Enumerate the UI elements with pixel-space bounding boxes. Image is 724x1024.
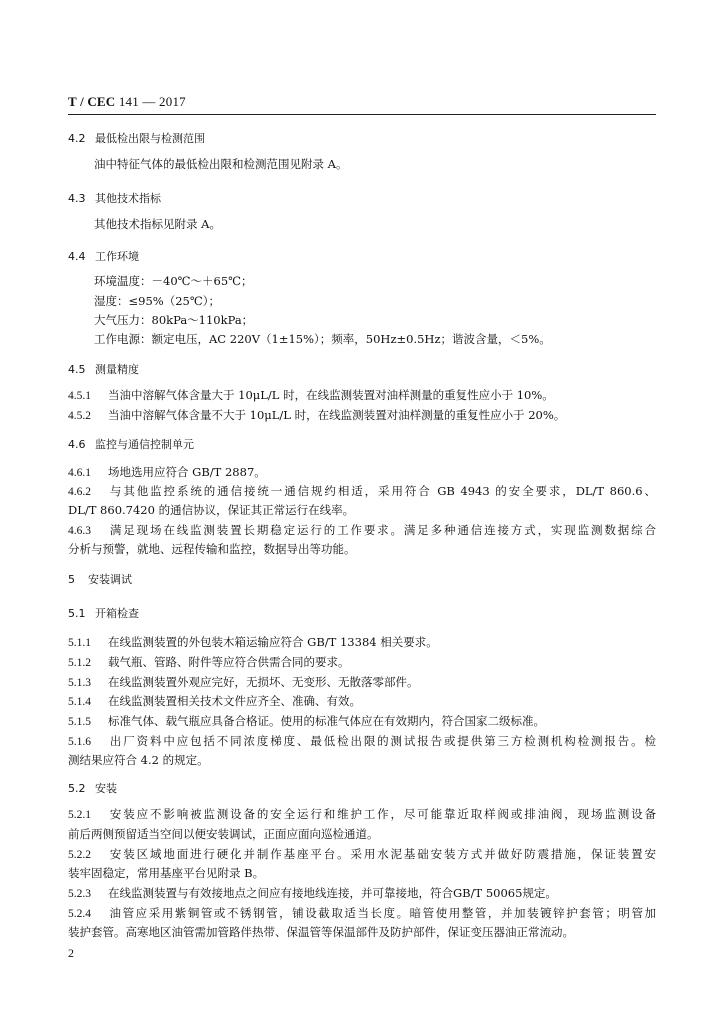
clause-5-2-4: 5.2.4 油管应采用紫铜管或不锈钢管，铺设截取适当长度。暗管使用整管，并加装镀锌护套管；明管加 (68, 906, 656, 920)
clause-5-2-2-cont: 装牢固稳定，常用基座平台见附录 B。 (68, 866, 265, 880)
clause-5-1-1: 5.1.1 在线监测装置的外包装木箱运输应符合 GB/T 13384 相关要求。 (68, 635, 438, 649)
section-heading-4-6: 4.6 监控与通信控制单元 (68, 438, 194, 451)
clause-5-2-4-cont: 装护套管。高寒地区油管需加管路伴热带、保温管等保温部件及防护部件，保证变压器油正常流动。 (68, 925, 574, 939)
section-heading-4-5: 4.5 测量精度 (68, 363, 139, 376)
section-heading-5-1: 5.1 开箱检查 (68, 607, 139, 620)
section-body-4-3: 其他技术指标见附录 A。 (94, 217, 221, 231)
header-rule (68, 114, 656, 115)
env-humidity: 湿度：≤95%（25℃）； (94, 294, 220, 308)
clause-5-2-2: 5.2.2 安装区域地面进行硬化并制作基座平台。采用水泥基础安装方式并做好防震措施，保证装置安 (68, 847, 656, 861)
page-number: 2 (68, 946, 74, 960)
env-temperature: 环境温度：－40℃～＋65℃； (94, 274, 253, 288)
clause-5-1-4: 5.1.4 在线监测装置相关技术文件应齐全、准确、有效。 (68, 694, 361, 708)
standard-number: 141 — 2017 (118, 94, 186, 109)
clause-5-1-2: 5.1.2 载气瓶、管路、附件等应符合供需合同的要求。 (68, 655, 350, 669)
section-heading-4-2: 4.2 最低检出限与检测范围 (68, 132, 205, 145)
clause-5-1-5: 5.1.5 标准气体、载气瓶应具备合格证。使用的标准气体应在有效期内，符合国家二级标准。 (68, 714, 545, 728)
clause-5-2-1-cont: 前后两侧预留适当空间以便安装调试，正面应面向巡检通道。 (68, 827, 379, 841)
clause-4-6-2: 4.6.2 与其他监控系统的通信接统一通信规约相适，采用符合 GB 4943 的安全要求，DL/T 860.6、 (68, 484, 656, 498)
env-power: 工作电源：额定电压，AC 220V（1±15%）；频率，50Hz±0.5Hz；谐波含量，＜5%。 (94, 332, 551, 346)
section-heading-4-4: 4.4 工作环境 (68, 250, 139, 263)
section-body-4-2: 油中特征气体的最低检出限和检测范围见附录 A。 (94, 157, 348, 171)
clause-4-6-3: 4.6.3 满足现场在线监测装置长期稳定运行的工作要求。满足多种通信连接方式，实现监测数据综合 (68, 523, 656, 537)
standard-code: T / CEC (68, 94, 116, 109)
section-heading-5-2: 5.2 安装 (68, 782, 117, 795)
clause-4-5-2: 4.5.2 当油中溶解气体含量不大于 10μL/L 时，在线监测装置对油样测量的重复性应小于 20%。 (68, 408, 566, 422)
clause-5-1-6: 5.1.6 出厂资料中应包括不同浓度梯度、最低检出限的测试报告或提供第三方检测机构检测报告。检 (68, 734, 656, 748)
clause-5-1-3: 5.1.3 在线监测装置外观应完好，无损坏、无变形、无散落零部件。 (68, 675, 419, 689)
section-heading-4-3: 4.3 其他技术指标 (68, 192, 161, 205)
clause-4-6-2-cont: DL/T 860.7420 的通信协议，保证其正常运行在线率。 (68, 503, 355, 517)
clause-4-5-1: 4.5.1 当油中溶解气体含量大于 10μL/L 时，在线监测装置对油样测量的重复性应小于 10%。 (68, 388, 554, 402)
clause-5-2-3: 5.2.3 在线监测装置与有效接地点之间应有接地线连接，并可靠接地，符合GB/T 50065规定。 (68, 886, 557, 900)
chapter-heading-5: 5 安装调试 (68, 573, 132, 586)
clause-5-2-1: 5.2.1 安装应不影响被监测设备的安全运行和维护工作，尽可能靠近取样阀或排油阀，现场监测设备 (68, 807, 656, 821)
env-pressure: 大气压力：80kPa～110kPa； (94, 313, 254, 327)
clause-4-6-3-cont: 分析与预警，就地、远程传输和监控，数据导出等功能。 (68, 542, 356, 556)
clause-4-6-1: 4.6.1 场地选用应符合 GB/T 2887。 (68, 465, 266, 479)
clause-5-1-6-cont: 测结果应符合 4.2 的规定。 (68, 753, 209, 767)
document-header (68, 94, 186, 110)
